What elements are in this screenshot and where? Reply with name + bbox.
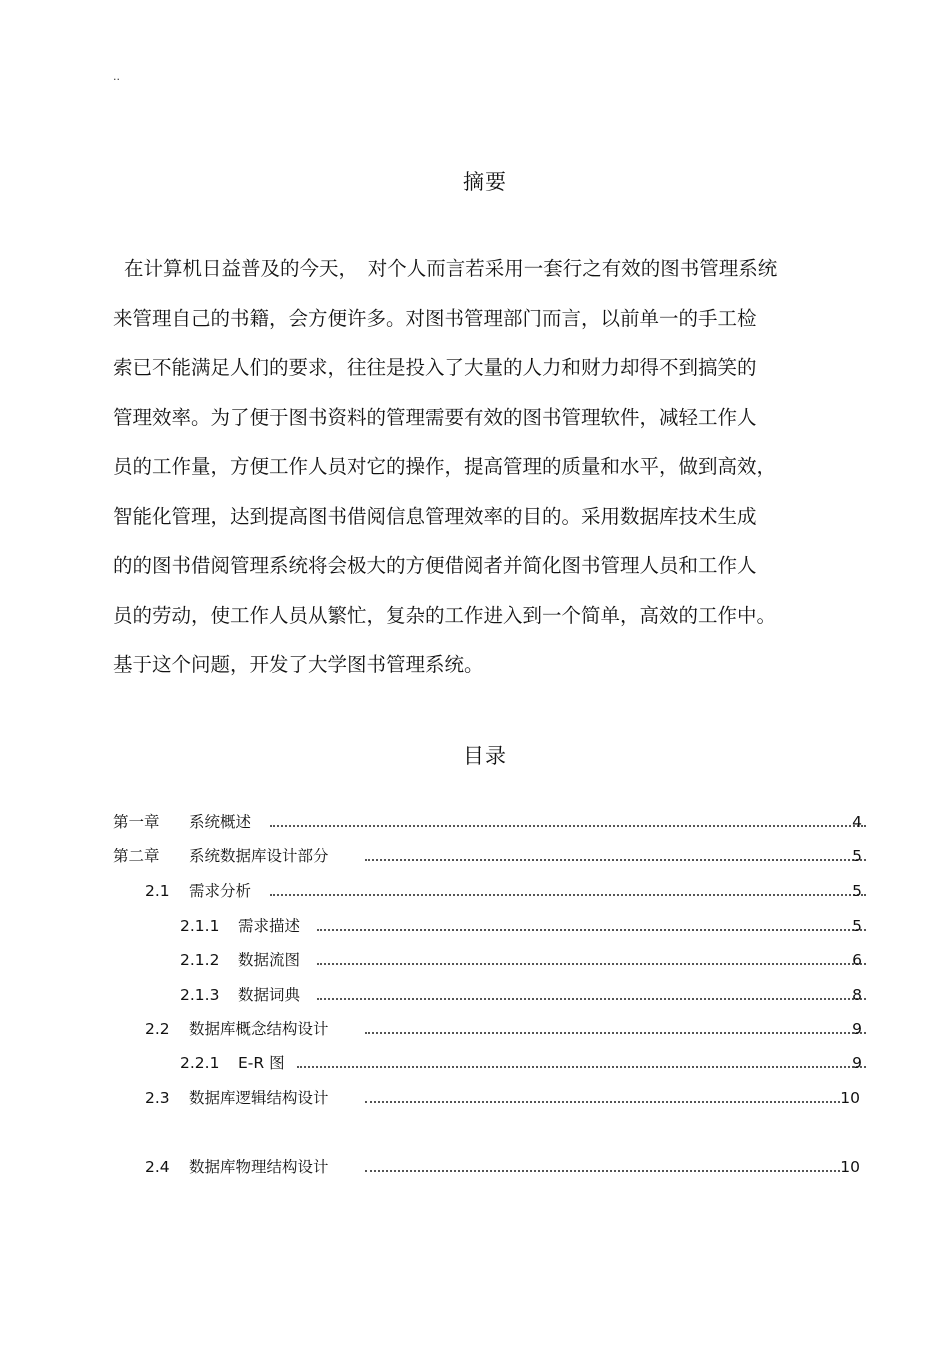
toc-entry-number: 2.3 [145, 1089, 170, 1107]
toc-entry-number: 2.1 [145, 882, 170, 900]
toc-entry-2-1-2[interactable] [0, 949, 950, 971]
toc-entry-2-2-1[interactable] [0, 1052, 950, 1074]
toc-entry-number: 2.1.1 [180, 917, 220, 935]
toc-entry-number: 第一章 [113, 813, 160, 831]
toc-leader-dots [365, 1032, 866, 1034]
toc-entry-label: 系统数据库设计部分 [189, 847, 329, 865]
toc-entry-page: 5 [852, 882, 862, 900]
toc-leader-dots [270, 894, 866, 896]
abstract-line: 来管理自己的书籍，会方便许多。对图书管理部门而言，以前单一的手工检 [113, 306, 757, 330]
toc-leader-dots [317, 998, 866, 1000]
toc-entry-2-4[interactable] [0, 1156, 950, 1178]
toc-entry-number: 2.1.2 [180, 951, 220, 969]
toc-leader-dots [365, 1170, 840, 1172]
abstract-line: 员的劳动，使工作人员从繁忙，复杂的工作进入到一个简单，高效的工作中。 [113, 603, 777, 627]
toc-entry-number: 2.1.3 [180, 986, 220, 1004]
abstract-line: 在计算机日益普及的今天， 对个人而言若采用一套行之有效的图书管理系统 [124, 257, 778, 280]
toc-entry-page: 5 [852, 917, 862, 935]
toc-entry-label: E-R 图 [238, 1054, 285, 1072]
abstract-line: 基于这个问题，开发了大学图书管理系统。 [113, 653, 484, 676]
page-corner-mark: .. [113, 70, 120, 83]
toc-entry-page: 5 [852, 847, 862, 865]
toc-entry-2-1-3[interactable] [0, 984, 950, 1006]
toc-entry-chapter-1[interactable] [0, 811, 950, 833]
toc-entry-label: 数据流图 [238, 951, 301, 969]
abstract-line: 智能化管理，达到提高图书借阅信息管理效率的目的。采用数据库技术生成 [113, 504, 757, 528]
toc-leader-dots [297, 1066, 866, 1068]
toc-entry-2-2[interactable] [0, 1018, 950, 1040]
toc-leader-dots [317, 929, 866, 931]
abstract-line: 的的图书借阅管理系统将会极大的方便借阅者并简化图书管理人员和工作人 [113, 554, 757, 577]
toc-leader-dots [365, 859, 866, 861]
toc-entry-label: 需求描述 [238, 917, 301, 935]
toc-entry-2-1-1[interactable] [0, 915, 950, 937]
toc-title: 目录 [463, 744, 507, 768]
toc-entry-label: 数据库物理结构设计 [189, 1158, 329, 1176]
toc-entry-label: 系统概述 [189, 813, 252, 831]
toc-entry-label: 数据词典 [238, 986, 301, 1004]
toc-entry-number: 2.2 [145, 1020, 170, 1038]
toc-entry-label: 数据库概念结构设计 [189, 1020, 329, 1038]
toc-entry-chapter-2[interactable] [0, 845, 950, 867]
toc-entry-2-3[interactable] [0, 1087, 950, 1109]
toc-entry-page: 8 [852, 986, 862, 1004]
toc-leader-dots [365, 1101, 840, 1103]
toc-entry-page: 10 [840, 1089, 860, 1107]
abstract-line: 员的工作量，方便工作人员对它的操作，提高管理的质量和水平，做到高效， [113, 455, 777, 478]
toc-entry-label: 数据库逻辑结构设计 [189, 1089, 329, 1107]
toc-leader-dots [317, 963, 866, 965]
toc-entry-page: 9 [852, 1020, 862, 1038]
toc-entry-2-1[interactable] [0, 880, 950, 902]
abstract-title: 摘要 [463, 170, 507, 194]
toc-entry-page: 10 [840, 1158, 860, 1176]
toc-leader-dots [270, 825, 866, 827]
abstract-line: 索已不能满足人们的要求，往往是投入了大量的人力和财力却得不到搞笑的 [113, 356, 757, 379]
toc-entry-page: 6 [852, 951, 862, 969]
toc-entry-number: 2.2.1 [180, 1054, 220, 1072]
toc-entry-number: 第二章 [113, 847, 160, 865]
abstract-line: 管理效率。为了便于图书资料的管理需要有效的图书管理软件，减轻工作人 [113, 405, 757, 429]
toc-entry-page: 9 [852, 1054, 862, 1072]
toc-entry-label: 需求分析 [189, 882, 252, 900]
toc-entry-number: 2.4 [145, 1158, 170, 1176]
toc-entry-page: 4 [852, 813, 862, 831]
